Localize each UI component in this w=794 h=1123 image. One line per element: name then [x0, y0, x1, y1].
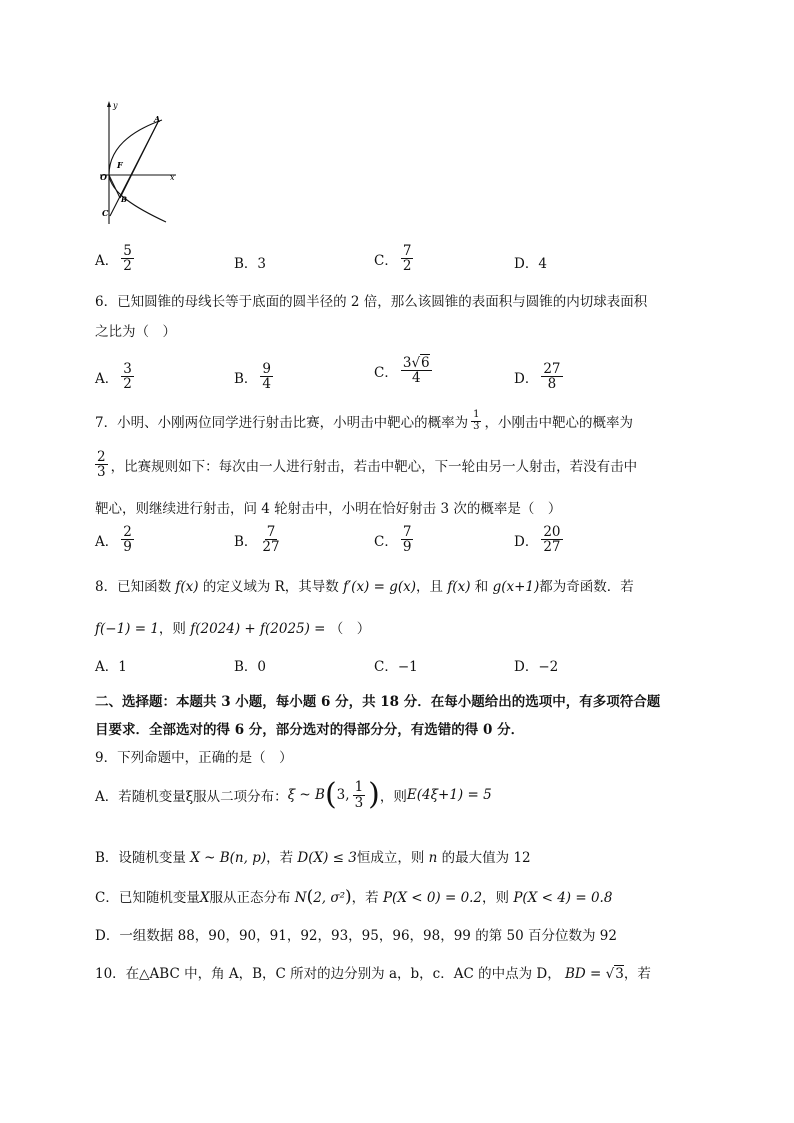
q10-stem-text-a: 10．在△ABC 中，角 A，B，C 所对的边分别为 a，b，c．AC 的中点为 D， — [95, 966, 561, 982]
section2-heading-line1: 二、选择题：本题共 3 小题，每小题 6 分，共 18 分．在每小题给出的选项中，有多项符合题 — [95, 694, 661, 710]
q7-option-d-fraction — [541, 525, 562, 554]
figure-label-c: C — [102, 208, 109, 218]
q8-fx: f(x) — [175, 579, 199, 595]
parabola-figure — [96, 98, 182, 228]
q6-option-b-denominator: 4 — [262, 376, 272, 393]
q9-option-c — [95, 886, 612, 907]
q8-option-c: C．−1 — [374, 659, 418, 675]
q6-option-a-numerator: 3 — [123, 361, 132, 377]
q6-option-c — [374, 356, 435, 385]
figure-label-b: B — [121, 195, 127, 204]
q10-radicand: 3 — [615, 966, 624, 982]
q9-option-a-text: A．若随机变量ξ服从二项分布： — [95, 789, 288, 805]
q7-option-d-label: D． — [514, 533, 539, 550]
q7-option-d-denominator: 27 — [543, 539, 561, 556]
q9-option-c-text-d: ，则 — [482, 890, 510, 906]
q8-fx-2: f(x) — [447, 579, 471, 595]
q9-stem: 9．下列命题中，正确的是（ ） — [95, 750, 293, 766]
q7-probability-xiaogang — [95, 450, 108, 479]
q6-option-a-fraction — [121, 362, 134, 391]
q9-option-a-then: ，则 — [379, 789, 407, 805]
q9-option-a-numerator: 1 — [354, 779, 364, 796]
q7-option-d — [514, 525, 566, 554]
q9-option-a-param-n: 3, — [336, 787, 350, 803]
q10-sqrt: √3 — [605, 966, 624, 982]
q5-option-a-fraction — [121, 244, 134, 273]
q8-derivative: f′(x) = g(x) — [343, 579, 417, 595]
q7-option-b-numerator: 7 — [266, 524, 276, 540]
q7-p2-numerator: 2 — [97, 449, 106, 465]
q6-option-b-fraction — [260, 362, 273, 391]
q9-option-c-left-paren: ( — [306, 887, 314, 907]
q5-option-b: B．3 — [234, 256, 267, 272]
q8-option-b: B．0 — [234, 659, 267, 675]
q5-option-a — [95, 244, 137, 273]
q6-option-c-radicand: 6 — [421, 355, 430, 371]
figure-label-y: y — [113, 101, 118, 110]
q7-option-a — [95, 525, 137, 554]
q9-option-a — [95, 777, 492, 812]
q7-stem-line1 — [95, 410, 633, 432]
q7-stem-text-b: ，小刚击中靶心的概率为 — [484, 415, 633, 431]
q6-option-d — [514, 362, 566, 391]
figure-label-a: A — [154, 114, 161, 124]
q9-option-c-normal: N — [294, 890, 307, 906]
q6-option-a-denominator: 2 — [123, 376, 132, 393]
q9-option-c-text-c: ，若 — [351, 890, 379, 906]
q8-stem-line1 — [95, 575, 634, 595]
q8-stem-text-e: 都为奇函数．若 — [539, 579, 634, 595]
q8-stem-text-d: 和 — [474, 579, 489, 595]
q6-stem-line1: 6．已知圆锥的母线长等于底面的圆半径的 2 倍，那么该圆锥的表面积与圆锥的内切球表面积 — [95, 294, 648, 310]
q8-stem-text-f: ，则 — [158, 621, 186, 637]
q10-bd: BD = — [565, 966, 602, 982]
q9-option-c-prob-1: P(X < 0) = 0.2 — [382, 890, 483, 906]
q7-p1-numerator: 1 — [473, 409, 480, 420]
q9-option-a-denominator: 3 — [354, 794, 364, 811]
q7-stem-line3: 靶心，则继续进行射击，问 4 轮射击中，小明在恰好射击 3 次的概率是（ ） — [95, 501, 562, 517]
q9-option-c-text-b: 服从正态分布 — [209, 890, 291, 906]
q6-option-d-label: D． — [514, 370, 539, 387]
q9-option-c-right-paren: ) — [345, 887, 352, 907]
q9-option-a-right-paren: ) — [368, 777, 380, 812]
q6-option-d-fraction — [541, 362, 562, 391]
q9-option-a-left-paren: ( — [324, 777, 337, 812]
q10-stem-line1 — [95, 962, 651, 982]
q9-option-d: D．一组数据 88，90，90，91，92，93，95，96，98，99 的第 50 百分位数为 92 — [95, 928, 617, 944]
q6-option-c-numerator: 3√6 — [402, 355, 430, 371]
q7-p2-denominator: 3 — [97, 464, 106, 481]
q9-option-b-condition: D(X) ≤ 3 — [297, 850, 357, 866]
q9-option-b-text-b: ，若 — [266, 850, 294, 866]
q10-stem-text-b: ，若 — [623, 966, 651, 982]
q7-option-a-label: A． — [95, 533, 119, 550]
q8-stem-line2 — [95, 617, 370, 637]
q9-option-b-distribution: X ~ B(n, p) — [190, 850, 267, 866]
figure-label-f: F — [117, 160, 123, 170]
q6-option-c-denominator: 4 — [411, 370, 421, 387]
q9-option-a-fraction — [353, 780, 366, 809]
q5-option-d: D．4 — [514, 256, 547, 272]
q8-stem-text-b: 的定义域为 R，其导数 — [202, 579, 339, 595]
q7-option-a-fraction — [121, 525, 134, 554]
q9-option-c-text-a: C．已知随机变量 — [95, 890, 200, 906]
figure-label-x: x — [170, 173, 175, 182]
q5-option-a-denominator: 2 — [123, 258, 132, 275]
q9-option-a-distribution: ξ ~ B — [287, 787, 325, 803]
q8-expression: f(2024) + f(2025) = — [190, 621, 326, 637]
q6-option-c-coefficient: 3 — [402, 355, 412, 371]
q9-option-a-expectation: E(4ξ+1) = 5 — [406, 787, 492, 803]
q7-option-b — [234, 525, 285, 554]
q7-p1-denominator: 3 — [473, 420, 480, 432]
q7-option-a-numerator: 2 — [123, 524, 132, 540]
q7-option-c-denominator: 9 — [402, 539, 412, 556]
q7-option-c-numerator: 7 — [402, 524, 412, 540]
q5-option-c — [374, 244, 416, 273]
q7-option-b-label: B． — [234, 533, 258, 550]
q6-option-d-numerator: 27 — [543, 361, 561, 377]
q7-option-d-numerator: 20 — [543, 524, 561, 540]
q8-condition: f(−1) = 1 — [95, 621, 159, 637]
q9-option-c-variable: X — [199, 890, 210, 906]
q6-option-d-denominator: 8 — [547, 376, 557, 393]
q5-option-a-numerator: 5 — [123, 243, 132, 259]
q9-option-b-text-d: 的最大值为 12 — [441, 850, 531, 866]
q6-option-c-fraction — [401, 356, 432, 385]
q8-stem-text-g: （ ） — [329, 621, 371, 637]
q6-stem-line2: 之比为（ ） — [95, 324, 176, 340]
q5-option-c-label: C． — [374, 252, 398, 269]
q5-option-c-fraction — [401, 244, 414, 273]
q7-option-c — [374, 525, 416, 554]
q7-option-b-fraction — [260, 525, 281, 554]
q7-stem-line2 — [95, 450, 637, 479]
q9-option-c-params: 2, σ² — [313, 890, 346, 906]
q6-option-b-label: B． — [234, 370, 258, 387]
figure-label-o: O — [100, 172, 107, 182]
q9-option-b-n: n — [428, 850, 438, 866]
q6-option-c-label: C． — [374, 364, 398, 381]
q7-option-b-denominator: 27 — [262, 539, 280, 556]
section2-heading-line2: 目要求．全部选对的得 6 分，部分选对的得部分分，有选错的得 0 分． — [95, 722, 525, 738]
q7-option-a-denominator: 9 — [123, 539, 132, 556]
q7-option-c-label: C． — [374, 533, 398, 550]
q8-stem-text-c: ，且 — [416, 579, 444, 595]
q7-stem-text-a: 7．小明、小刚两位同学进行射击比赛，小明击中靶心的概率为 — [95, 415, 469, 431]
q5-option-a-label: A． — [95, 252, 119, 269]
q7-option-c-fraction — [401, 525, 414, 554]
q9-option-b — [95, 846, 531, 866]
q6-option-a — [95, 362, 137, 391]
q6-option-b — [234, 362, 276, 391]
q6-option-b-numerator: 9 — [262, 361, 272, 377]
q8-gx-plus-1: g(x+1) — [492, 579, 540, 595]
q5-option-c-denominator: 2 — [402, 258, 412, 275]
q8-stem-text-a: 8．已知函数 — [95, 579, 172, 595]
q7-stem-text-c: ，比赛规则如下：每次由一人进行射击，若击中靶心，下一轮由另一人射击，若没有击中 — [110, 458, 638, 475]
q7-probability-xiaoming — [471, 410, 481, 432]
q8-option-d: D．−2 — [514, 659, 559, 675]
q5-option-c-numerator: 7 — [402, 243, 412, 259]
q8-option-a: A．1 — [95, 659, 127, 675]
q9-option-c-prob-2: P(X < 4) = 0.8 — [513, 890, 613, 906]
q9-option-b-text-c: 恒成立，则 — [356, 850, 425, 866]
q9-option-b-text-a: B．设随机变量 — [95, 850, 186, 866]
q6-option-a-label: A． — [95, 370, 119, 387]
